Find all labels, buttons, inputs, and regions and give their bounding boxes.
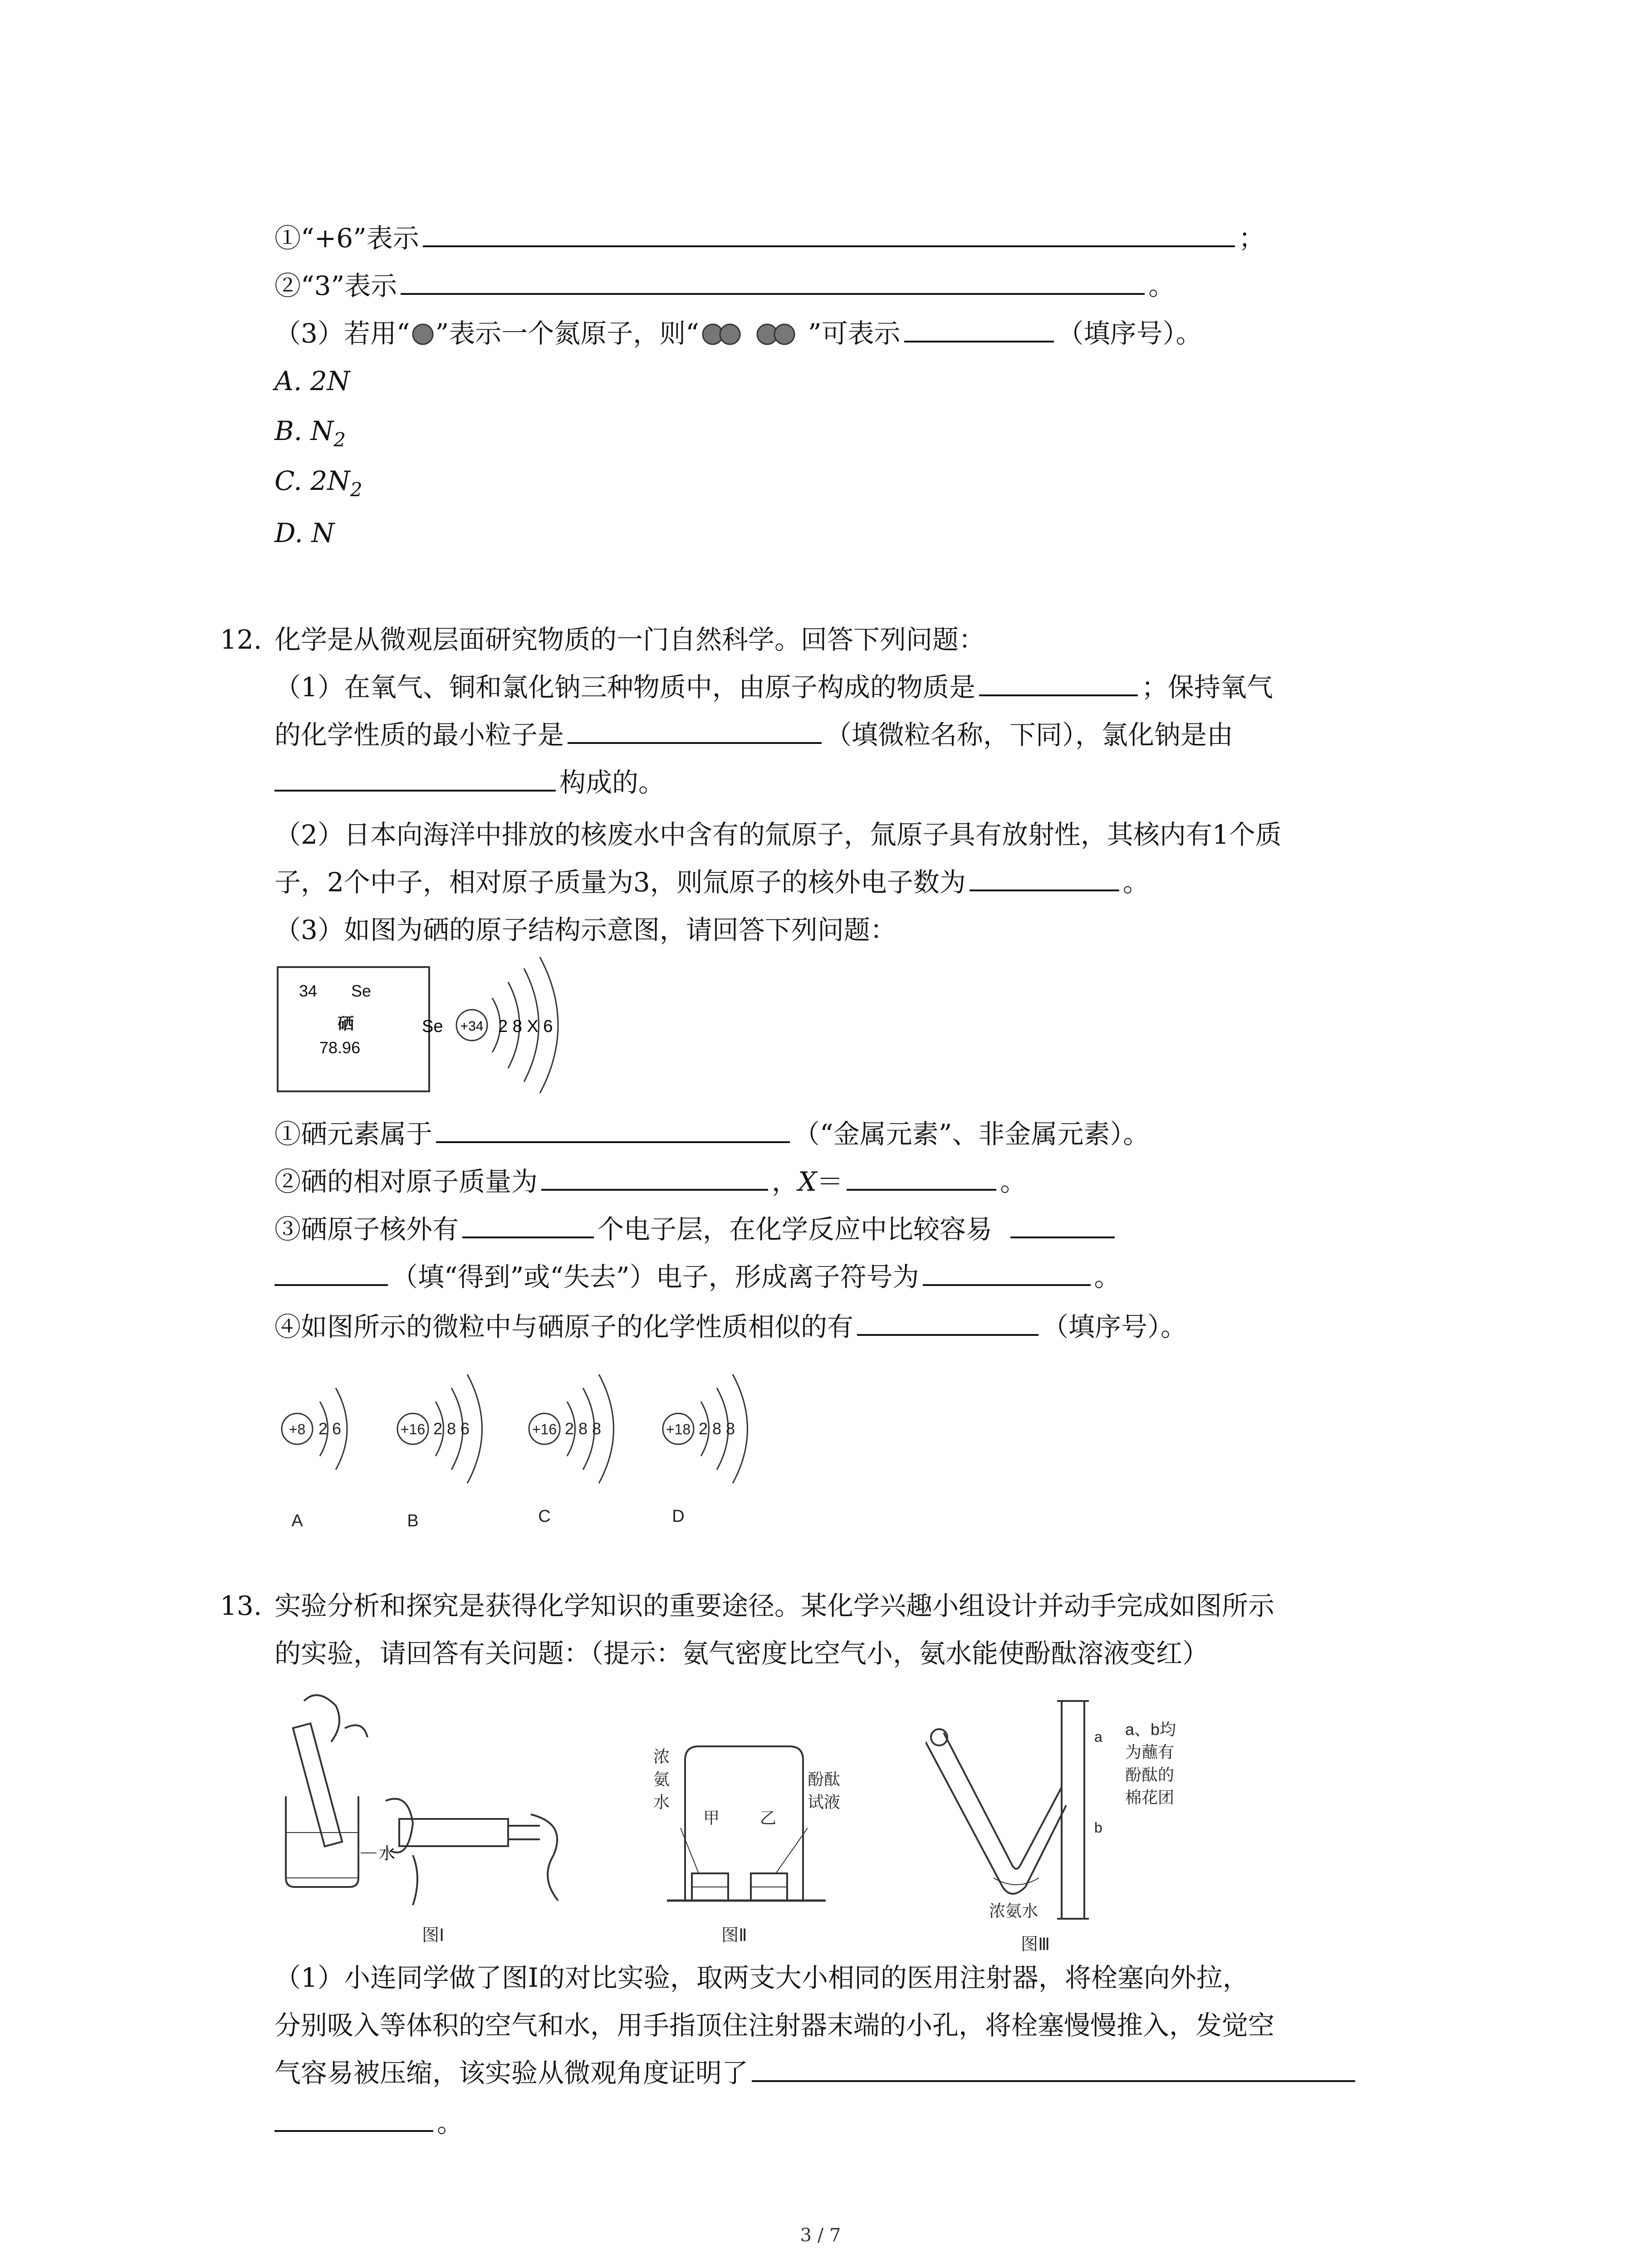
svg-text:D: D [672,1507,685,1526]
q12-part1-line1: （1）在氧气、铜和氯化钠三种物质中，由原子构成的物质是 ；保持氧气 [274,669,1273,705]
svg-text:棉花团: 棉花团 [1125,1788,1175,1807]
svg-text:试液: 试液 [808,1793,841,1811]
svg-text:水: 水 [379,1844,396,1862]
figure-2-caption: 图Ⅱ [721,1926,747,1945]
answer-blank[interactable] [857,1309,1038,1336]
question-number: 13. [220,1590,262,1621]
svg-text:b: b [1094,1819,1102,1836]
q12-sub3-line1: ③硒原子核外有 个电子层，在化学反应中比较容易 [274,1211,1118,1247]
page-number: 3 / 7 [800,2225,841,2246]
answer-blank[interactable] [462,1211,594,1238]
answer-blank[interactable] [436,1116,790,1143]
figure-1-caption: 图Ⅰ [422,1926,445,1945]
svg-text:水: 水 [653,1793,670,1811]
figure-1-syringe-experiment [277,1687,585,1919]
q12-sub3-line2: （填“得到”或“失去”）电子，形成离子符号为 。 [274,1259,1121,1295]
selenium-atom-diagram [417,948,608,1098]
answer-blank[interactable] [847,1163,996,1191]
svg-text:浓: 浓 [653,1747,670,1766]
answer-blank[interactable] [904,315,1054,342]
q12-stem: 化学是从微观层面研究物质的一门自然科学。回答下列问题： [274,624,985,655]
element-card: 34 Se 硒 78.96 [277,966,430,1092]
svg-text:乙: 乙 [760,1809,777,1827]
q12-part2-line1: （2）日本向海洋中排放的核废水中含有的氚原子，氚原子具有放射性，其核内有1个质 [274,819,1282,850]
question-number: 12. [220,624,262,655]
svg-text:A: A [291,1511,303,1530]
answer-blank[interactable] [274,1259,388,1286]
svg-text:酚酞的: 酚酞的 [1125,1765,1175,1784]
svg-text:2 8 8: 2 8 8 [565,1419,602,1438]
q12-part1-line2: 的化学性质的最小粒子是 （填微粒名称，下同），氯化钠是由 [274,717,1233,753]
q12-sub2: ②硒的相对原子质量为 ，X＝ 。 [274,1163,1026,1200]
svg-text:为蘸有: 为蘸有 [1125,1743,1175,1761]
answer-blank[interactable] [541,1163,768,1191]
answer-blank[interactable] [1010,1211,1115,1238]
nitrogen-atom-icon [410,322,436,347]
svg-text:2 8 6: 2 8 6 [433,1419,470,1438]
q11-line2: ②“3”表示 。 [274,268,1175,304]
svg-text:酚酞: 酚酞 [808,1770,841,1789]
q13-part1-line4: 。 [274,2105,463,2141]
answer-blank[interactable] [401,268,1145,295]
answer-blank[interactable] [274,764,556,792]
q12-sub1: ①硒元素属于 （“金属元素”、非金属元素）。 [274,1116,1149,1152]
answer-blank[interactable] [274,2105,433,2132]
q11-part3: （3）若用“ ”表示一个氮原子，则“ ”可表示 （填序号）。 [274,315,1202,352]
q13-part1-line1: （1）小连同学做了图Ⅰ的对比实验，取两支大小相同的医用注射器，将栓塞向外拉， [274,1962,1249,1993]
figure-3-caption: 图Ⅲ [1021,1935,1050,1954]
q13-stem-line1: 实验分析和探究是获得化学知识的重要途径。某化学兴趣小组设计并动手完成如图所示 [274,1590,1275,1621]
q13-part1-line3: 气容易被压缩，该实验从微观角度证明了 [274,2055,1359,2091]
svg-text:C: C [538,1507,551,1526]
svg-text:a: a [1094,1729,1102,1745]
option-c[interactable]: C. $2N_2$ [274,465,362,501]
answer-blank[interactable] [923,1259,1091,1286]
svg-text:浓氨水: 浓氨水 [989,1901,1038,1920]
svg-text:a、b均: a、b均 [1125,1720,1176,1739]
answer-blank[interactable] [568,717,822,744]
figure-3-v-tube [926,1692,1243,1928]
svg-text:+8: +8 [289,1421,306,1437]
svg-text:氨: 氨 [653,1770,670,1789]
option-d[interactable]: D. N [274,518,335,548]
svg-text:甲: 甲 [703,1809,720,1827]
svg-text:+34: +34 [460,1019,484,1034]
answer-blank[interactable] [979,669,1138,696]
svg-text:Se: Se [422,1017,443,1036]
option-a[interactable]: A. 2N [274,366,350,396]
q12-part1-line3: 构成的。 [274,764,665,801]
q11-line1: ①“+6”表示 ； [274,220,1265,256]
figure-2-ammonia-diffusion [653,1737,880,1919]
answer-blank[interactable] [970,864,1119,891]
q13-part1-line2: 分别吸入等体积的空气和水，用手指顶住注射器末端的小孔，将栓塞慢慢推入，发觉空 [274,2010,1275,2041]
q12-sub4: ④如图所示的微粒中与硒原子的化学性质相似的有 （填序号）。 [274,1309,1187,1345]
nitrogen-molecules-icon [699,322,808,347]
q12-part3: （3）如图为硒的原子结构示意图，请回答下列问题： [274,914,896,945]
answer-blank[interactable] [752,2055,1355,2082]
svg-text:B: B [407,1511,419,1530]
option-b[interactable]: B. $N_2$ [274,415,346,451]
q12-part2-line2: 子，2个中子，相对原子质量为3，则氚原子的核外电子数为 。 [274,864,1149,900]
svg-text:2 8 X 6: 2 8 X 6 [498,1017,553,1036]
svg-text:2 8 8: 2 8 8 [699,1419,735,1438]
q13-stem-line2: 的实验，请回答有关问题：（提示：氨气密度比空气小，氨水能使酚酞溶液变红） [274,1638,1209,1669]
svg-text:+16: +16 [532,1421,557,1437]
svg-text:+16: +16 [400,1421,426,1437]
svg-text:+18: +18 [666,1421,691,1437]
answer-blank[interactable] [423,220,1235,247]
svg-text:2 6: 2 6 [318,1419,342,1438]
atom-options-diagram [277,1365,798,1538]
